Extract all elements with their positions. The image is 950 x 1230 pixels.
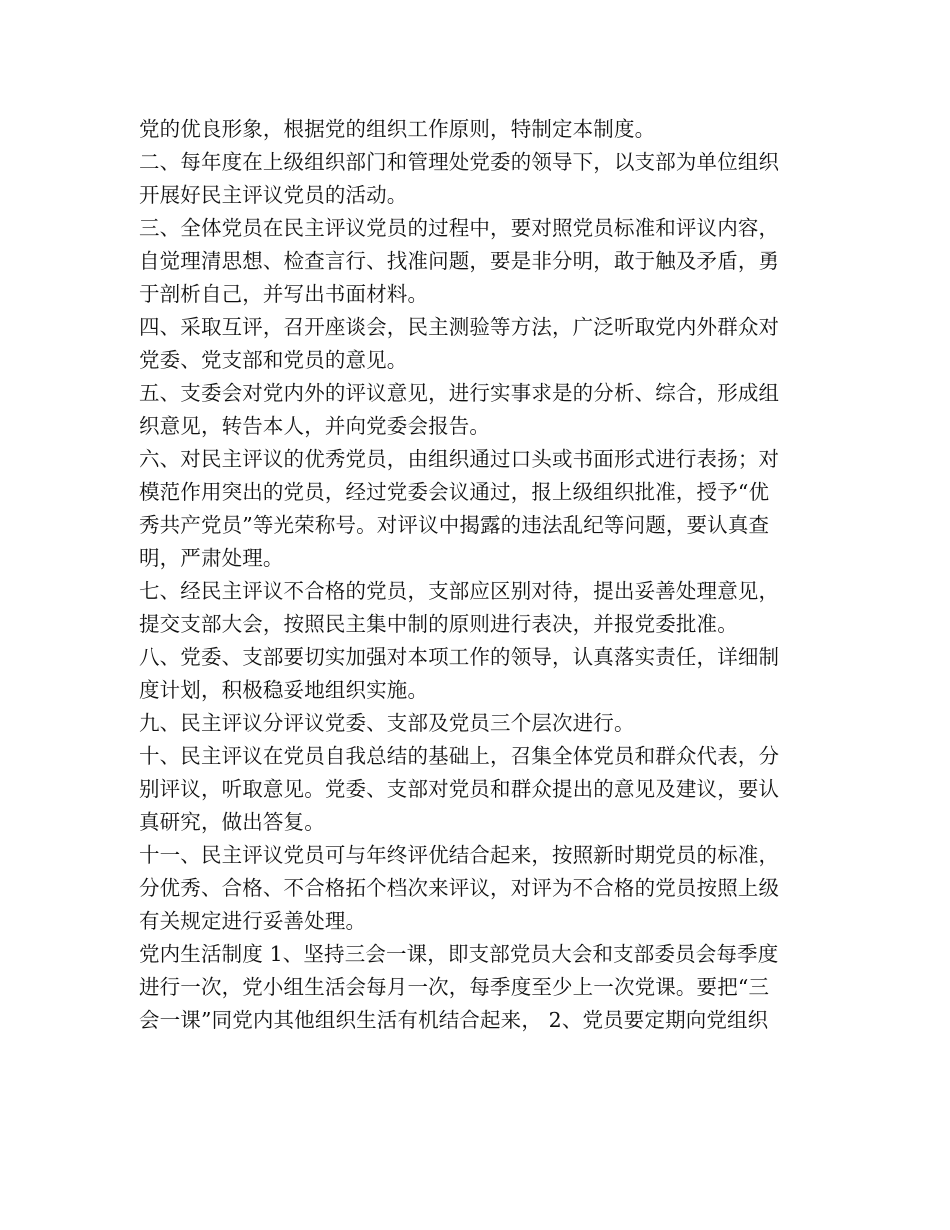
text-line: 五、支委会对党内外的评议意见，进行实事求是的分析、综合，形成组: [139, 381, 780, 405]
text-line: 十一、民主评议党员可与年终评优结合起来，按照新时期党员的标准，: [139, 843, 780, 867]
text-line: 真研究，做出答复。: [139, 810, 325, 834]
text-line: 别评议，听取意见。党委、支部对党员和群众提出的意见及建议，要认: [139, 777, 780, 801]
text-line: 党的优良形象，根据党的组织工作原则，特制定本制度。: [139, 117, 656, 141]
text-line: 提交支部大会，按照民主集中制的原则进行表决，并报党委批准。: [139, 612, 738, 636]
text-line: 二、每年度在上级组织部门和管理处党委的领导下，以支部为单位组织: [139, 150, 780, 174]
text-line: 秀共产党员”等光荣称号。对评议中揭露的违法乱纪等问题，要认真查: [139, 513, 770, 537]
text-line: 党内生活制度 1、坚持三会一课，即支部党员大会和支部委员会每季度: [139, 942, 779, 966]
text-line: 九、民主评议分评议党委、支部及党员三个层次进行。: [139, 711, 635, 735]
text-line: 会一课”同党内其他组织生活有机结合起来， 2、党员要定期向党组织: [139, 1008, 769, 1032]
text-line: 开展好民主评议党员的活动。: [139, 183, 408, 207]
document-body: [139, 113, 819, 1037]
text-line: 分优秀、合格、不合格拓个档次来评议，对评为不合格的党员按照上级: [139, 876, 780, 900]
text-line: 进行一次，党小组生活会每月一次，每季度至少上一次党课。要把“三: [139, 975, 770, 999]
text-line: 六、对民主评议的优秀党员，由组织通过口头或书面形式进行表扬；对: [139, 447, 780, 471]
text-line: 三、全体党员在民主评议党员的过程中，要对照党员标准和评议内容，: [139, 216, 780, 240]
text-line: 七、经民主评议不合格的党员，支部应区别对待，提出妥善处理意见，: [139, 579, 780, 603]
text-line: 十、民主评议在党员自我总结的基础上，召集全体党员和群众代表，分: [139, 744, 780, 768]
text-line: 明，严肃处理。: [139, 546, 284, 570]
text-line: 织意见，转告本人，并向党委会报告。: [139, 414, 491, 438]
text-line: 于剖析自己，并写出书面材料。: [139, 282, 429, 306]
text-line: 自觉理清思想、检查言行、找准问题，要是非分明，敢于触及矛盾，勇: [139, 249, 780, 273]
text-line: 党委、党支部和党员的意见。: [139, 348, 408, 372]
text-line: 四、采取互评，召开座谈会，民主测验等方法，广泛听取党内外群众对: [139, 315, 780, 339]
text-line: 度计划，积极稳妥地组织实施。: [139, 678, 429, 702]
text-line: 有关规定进行妥善处理。: [139, 909, 367, 933]
text-line: 模范作用突出的党员，经过党委会议通过，报上级组织批准，授予“优: [139, 480, 770, 504]
text-line: 八、党委、支部要切实加强对本项工作的领导，认真落实责任，详细制: [139, 645, 780, 669]
